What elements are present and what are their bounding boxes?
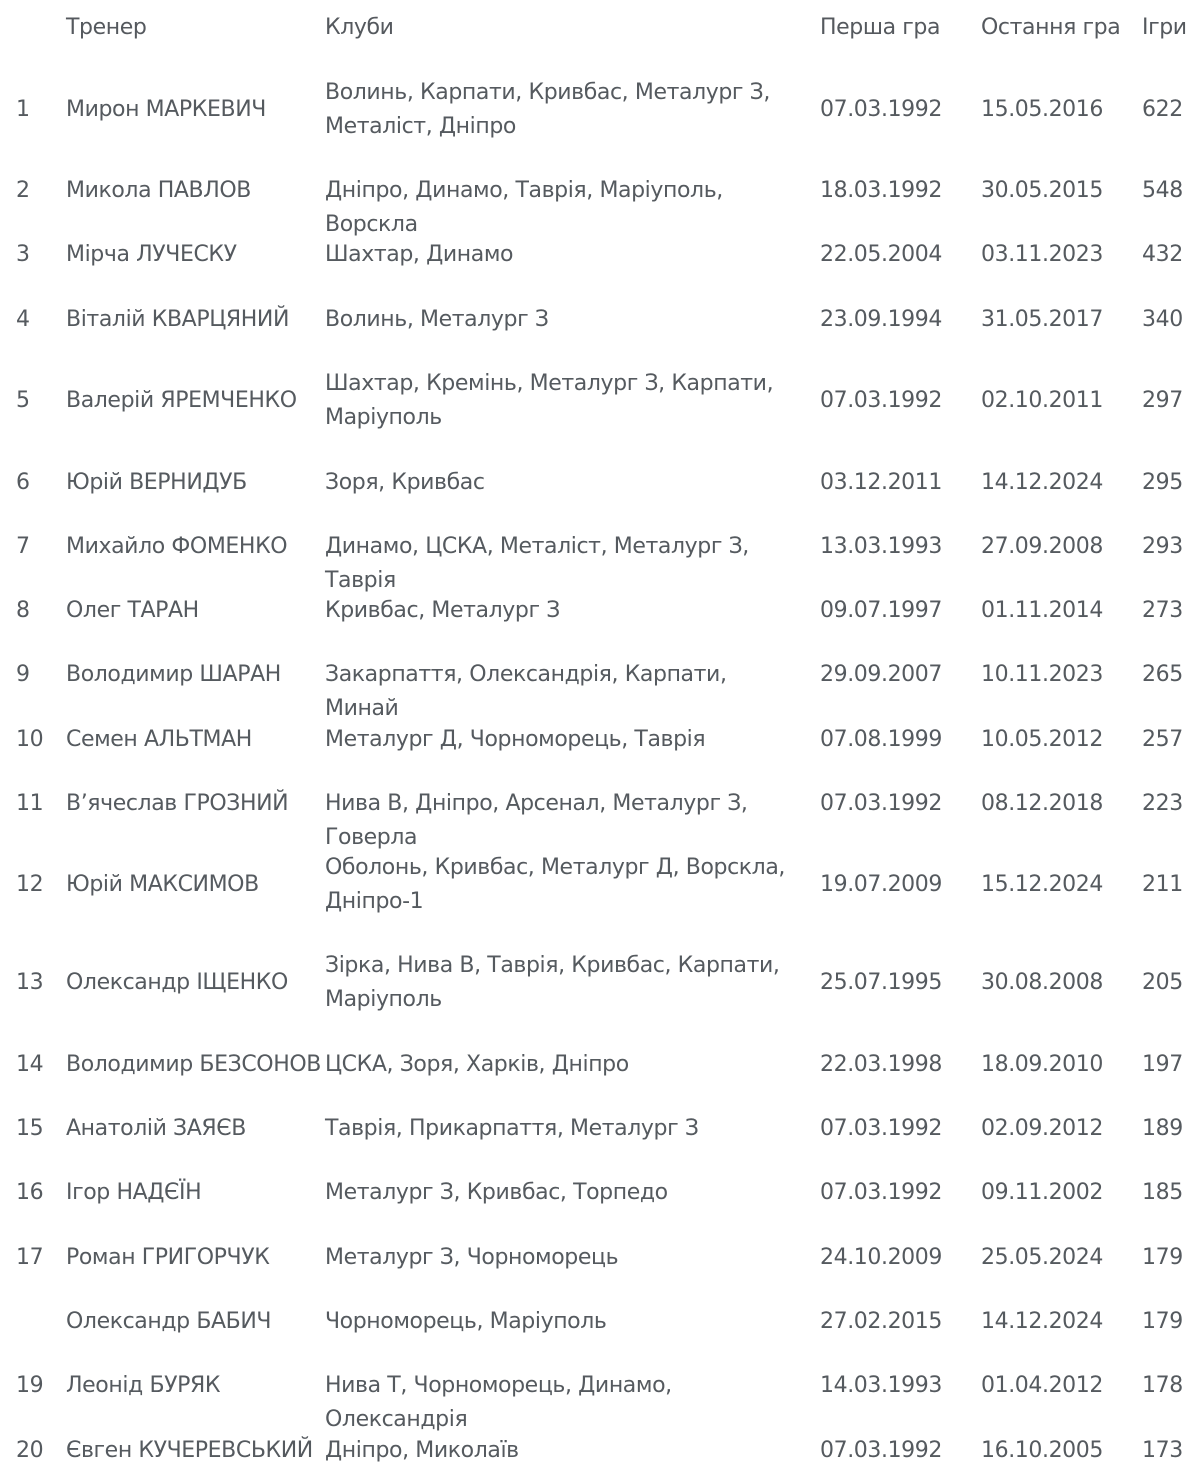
last-game: 03.11.2023: [981, 242, 1103, 267]
games-count: 293: [1142, 534, 1183, 559]
last-game: 30.08.2008: [981, 970, 1103, 995]
row-number: 11: [16, 791, 44, 816]
first-game: 29.09.2007: [820, 662, 942, 687]
games-count: 273: [1142, 598, 1183, 623]
clubs-list: Зоря, Кривбас: [325, 470, 485, 495]
row-number: 3: [16, 242, 30, 267]
header-first-game[interactable]: Перша гра: [820, 15, 941, 40]
row-number: 15: [16, 1116, 44, 1141]
row-number: 17: [16, 1245, 44, 1270]
games-count: 432: [1142, 242, 1183, 267]
clubs-list: Кривбас, Металург З: [325, 598, 560, 623]
first-game: 27.02.2015: [820, 1309, 942, 1334]
last-game: 09.11.2002: [981, 1180, 1103, 1205]
games-count: 295: [1142, 470, 1183, 495]
row-number: 16: [16, 1180, 44, 1205]
coach-name: Юрій МАКСИМОВ: [66, 872, 259, 897]
first-game: 25.07.1995: [820, 970, 942, 995]
games-count: 197: [1142, 1052, 1183, 1077]
games-count: 185: [1142, 1180, 1183, 1205]
row-number: 10: [16, 727, 44, 752]
clubs-list: Металург З, Чорноморець: [325, 1245, 619, 1270]
clubs-list: Оболонь, Кривбас, Металург Д, Ворскла, Дніпро-1: [325, 855, 786, 914]
first-game: 07.03.1992: [820, 1438, 942, 1463]
coach-name: Леонід БУРЯК: [66, 1373, 221, 1398]
row-number: 9: [16, 662, 30, 687]
first-game: 14.03.1993: [820, 1373, 942, 1398]
last-game: 14.12.2024: [981, 470, 1103, 495]
last-game: 31.05.2017: [981, 307, 1103, 332]
games-count: 178: [1142, 1373, 1183, 1398]
games-count: 205: [1142, 970, 1183, 995]
row-number: 8: [16, 598, 30, 623]
coach-name: Євген КУЧЕРЕВСЬКИЙ: [66, 1438, 313, 1463]
last-game: 02.10.2011: [981, 388, 1103, 413]
last-game: 30.05.2015: [981, 178, 1103, 203]
coach-name: Анатолій ЗАЯЄВ: [66, 1116, 246, 1141]
clubs-list: Нива Т, Чорноморець, Динамо, Олександрія: [325, 1373, 672, 1432]
first-game: 24.10.2009: [820, 1245, 942, 1270]
last-game: 15.05.2016: [981, 97, 1103, 122]
clubs-list: Нива В, Дніпро, Арсенал, Металург З, Говерла: [325, 791, 748, 850]
row-number: 13: [16, 970, 44, 995]
last-game: 01.11.2014: [981, 598, 1103, 623]
first-game: 09.07.1997: [820, 598, 942, 623]
games-count: 297: [1142, 388, 1183, 413]
clubs-list: Шахтар, Кремінь, Металург З, Карпати, Маріуполь: [325, 371, 774, 430]
coach-name: Роман ГРИГОРЧУК: [66, 1245, 270, 1270]
clubs-list: Таврія, Прикарпаття, Металург З: [325, 1116, 699, 1141]
row-number: 12: [16, 872, 44, 897]
coach-name: Ігор НАДЄЇН: [66, 1180, 202, 1205]
coach-name: Олег ТАРАН: [66, 598, 199, 623]
first-game: 22.03.1998: [820, 1052, 942, 1077]
header-last-game[interactable]: Остання гра: [981, 15, 1121, 40]
first-game: 23.09.1994: [820, 307, 942, 332]
coach-name: Мирон МАРКЕВИЧ: [66, 97, 266, 122]
last-game: 14.12.2024: [981, 1309, 1103, 1334]
last-game: 02.09.2012: [981, 1116, 1103, 1141]
coach-name: Семен АЛЬТМАН: [66, 727, 252, 752]
games-count: 548: [1142, 178, 1183, 203]
clubs-list: Волинь, Карпати, Кривбас, Металург З, Металіст, Дніпро: [325, 80, 770, 139]
games-count: 223: [1142, 791, 1183, 816]
clubs-list: Зірка, Нива В, Таврія, Кривбас, Карпати, Маріуполь: [325, 953, 780, 1012]
last-game: 16.10.2005: [981, 1438, 1103, 1463]
games-count: 340: [1142, 307, 1183, 332]
last-game: 10.05.2012: [981, 727, 1103, 752]
header-clubs[interactable]: Клуби: [325, 15, 394, 40]
last-game: 10.11.2023: [981, 662, 1103, 687]
first-game: 13.03.1993: [820, 534, 942, 559]
coach-name: Олександр БАБИЧ: [66, 1309, 272, 1334]
games-count: 211: [1142, 872, 1183, 897]
last-game: 18.09.2010: [981, 1052, 1103, 1077]
row-number: 4: [16, 307, 30, 332]
header-games[interactable]: Ігри: [1142, 15, 1187, 40]
row-number: 19: [16, 1373, 44, 1398]
header-coach[interactable]: Тренер: [66, 15, 147, 40]
first-game: 07.03.1992: [820, 1180, 942, 1205]
games-count: 265: [1142, 662, 1183, 687]
row-number: 2: [16, 178, 30, 203]
first-game: 07.08.1999: [820, 727, 942, 752]
first-game: 07.03.1992: [820, 791, 942, 816]
first-game: 18.03.1992: [820, 178, 942, 203]
games-count: 257: [1142, 727, 1183, 752]
first-game: 07.03.1992: [820, 1116, 942, 1141]
clubs-list: Металург Д, Чорноморець, Таврія: [325, 727, 706, 752]
first-game: 07.03.1992: [820, 97, 942, 122]
coach-name: В’ячеслав ГРОЗНИЙ: [66, 791, 289, 816]
first-game: 19.07.2009: [820, 872, 942, 897]
coach-name: Олександр ІЩЕНКО: [66, 970, 288, 995]
last-game: 08.12.2018: [981, 791, 1103, 816]
row-number: 7: [16, 534, 30, 559]
games-count: 622: [1142, 97, 1183, 122]
games-count: 173: [1142, 1438, 1183, 1463]
coach-name: Володимир ШАРАН: [66, 662, 281, 687]
clubs-list: Шахтар, Динамо: [325, 242, 514, 267]
clubs-list: Чорноморець, Маріуполь: [325, 1309, 607, 1334]
games-count: 179: [1142, 1309, 1183, 1334]
clubs-list: ЦСКА, Зоря, Харків, Дніпро: [325, 1052, 629, 1077]
clubs-list: Металург З, Кривбас, Торпедо: [325, 1180, 668, 1205]
games-count: 179: [1142, 1245, 1183, 1270]
clubs-list: Волинь, Металург З: [325, 307, 549, 332]
coach-name: Микола ПАВЛОВ: [66, 178, 252, 203]
row-number: 20: [16, 1438, 44, 1463]
last-game: 15.12.2024: [981, 872, 1103, 897]
first-game: 03.12.2011: [820, 470, 942, 495]
first-game: 07.03.1992: [820, 388, 942, 413]
clubs-list: Закарпаття, Олександрія, Карпати, Минай: [325, 662, 727, 721]
games-count: 189: [1142, 1116, 1183, 1141]
clubs-list: Динамо, ЦСКА, Металіст, Металург З, Таврія: [325, 534, 749, 593]
row-number: 5: [16, 388, 30, 413]
last-game: 25.05.2024: [981, 1245, 1103, 1270]
first-game: 22.05.2004: [820, 242, 942, 267]
row-number: 6: [16, 470, 30, 495]
last-game: 01.04.2012: [981, 1373, 1103, 1398]
coach-name: Юрій ВЕРНИДУБ: [66, 470, 247, 495]
row-number: 14: [16, 1052, 44, 1077]
clubs-list: Дніпро, Динамо, Таврія, Маріуполь, Ворскла: [325, 178, 723, 237]
coach-name: Михайло ФОМЕНКО: [66, 534, 288, 559]
clubs-list: Дніпро, Миколаїв: [325, 1438, 519, 1463]
coach-name: Володимир БЕЗСОНОВ: [66, 1052, 321, 1077]
coach-name: Валерій ЯРЕМЧЕНКО: [66, 388, 297, 413]
coach-name: Мірча ЛУЧЕСКУ: [66, 242, 237, 267]
last-game: 27.09.2008: [981, 534, 1103, 559]
coach-name: Віталій КВАРЦЯНИЙ: [66, 307, 290, 332]
row-number: 1: [16, 97, 30, 122]
